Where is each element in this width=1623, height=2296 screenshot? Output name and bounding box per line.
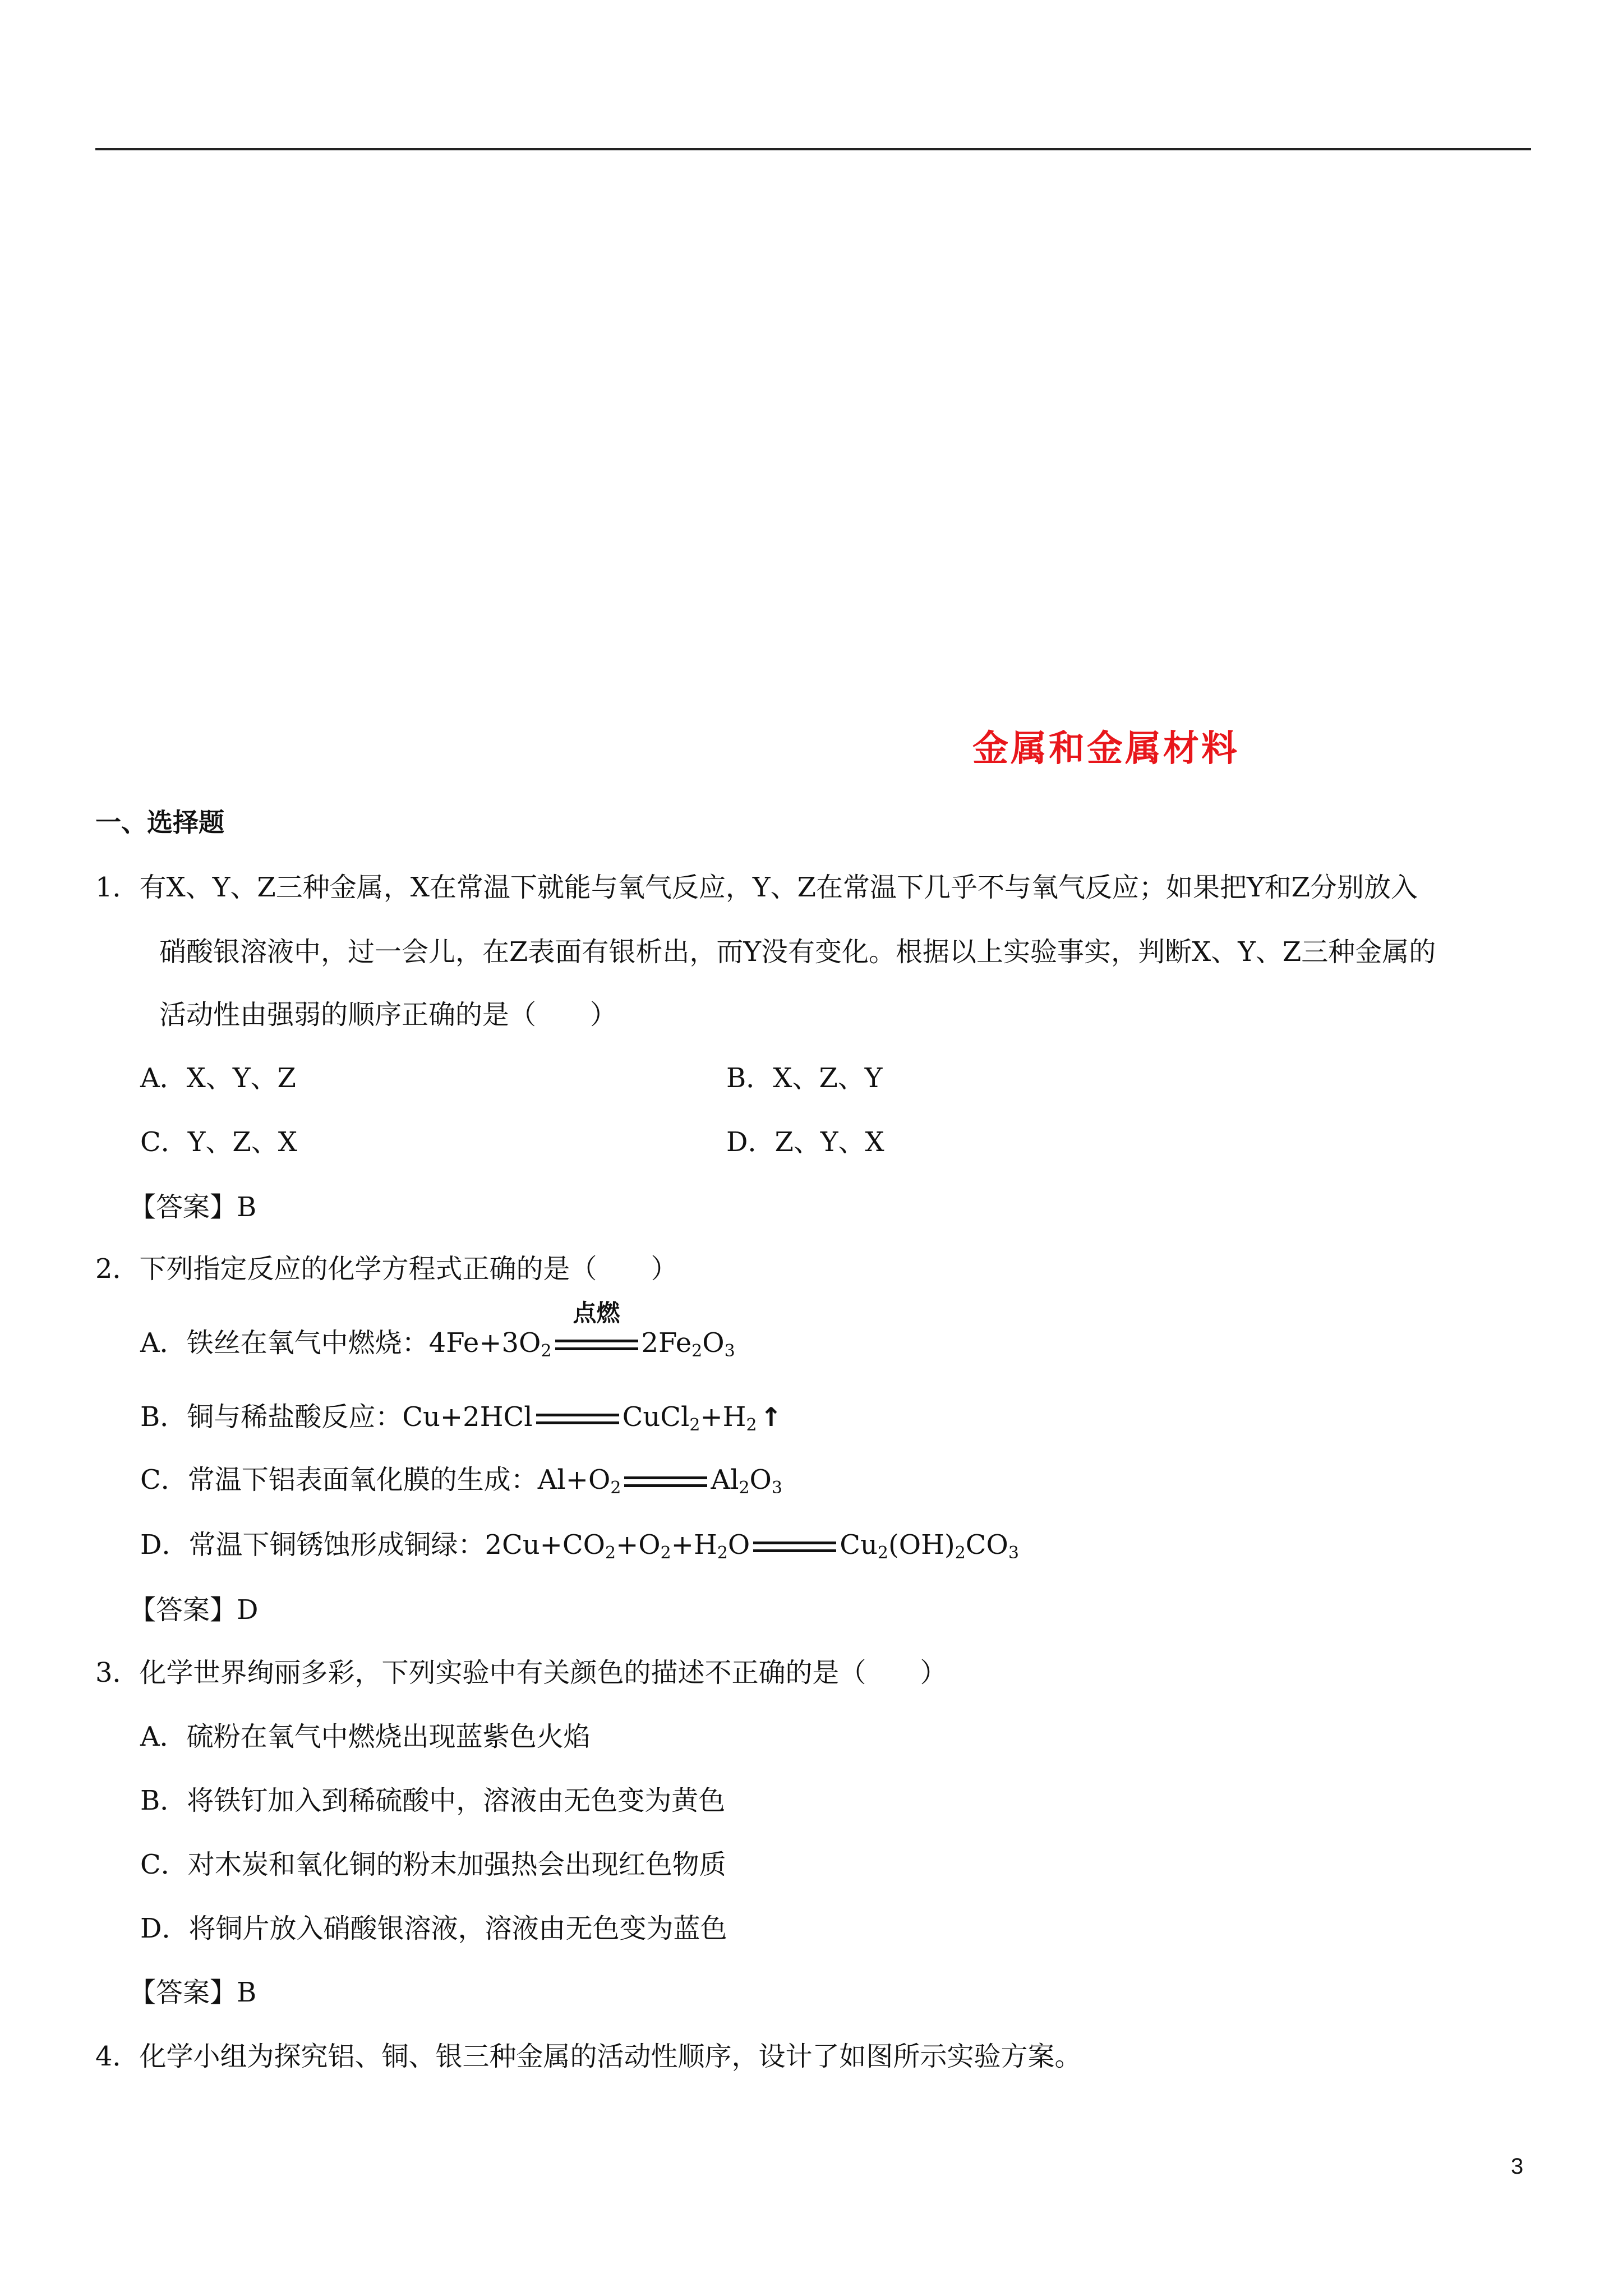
reaction-condition: 点燃 [573,1299,620,1327]
question-2-option-a [140,1299,735,1361]
equation-a-right-2: O [702,1327,725,1359]
equals-sign [624,1469,707,1496]
document-title: 金属和金属材料 [972,728,1239,770]
question-2-stem: 2．下列指定反应的化学方程式正确的是（ ） [95,1253,678,1285]
equation-c-right-2: O [749,1464,772,1496]
question-1-line-3: 活动性由强弱的顺序正确的是（ ） [159,999,617,1030]
equals-sign-with-condition [555,1299,638,1359]
question-2-option-c [140,1466,782,1496]
equation-b-right: CuCl [622,1401,690,1433]
subscript: 2 [541,1341,552,1361]
question-1-line-2: 硝酸银溶液中，过一会儿，在Z表面有银析出，而Y没有变化。根据以上实验事实，判断X、Y、Z三种金属的 [159,936,1436,968]
equals-sign [536,1406,619,1433]
equation-b-left: Cu+2HCl [402,1401,533,1433]
subscript: 2 [955,1543,966,1563]
equation-d-part: Cu [840,1529,878,1561]
equation-d-part: O [727,1529,750,1561]
question-2-answer: 【答案】D [129,1594,259,1626]
subscript: 2 [689,1415,700,1435]
option-b-prefix: B．铜与稀盐酸反应： [140,1401,403,1433]
equation-d-part: CO [965,1529,1008,1561]
equation-d-part: (OH) [888,1529,955,1561]
question-3-answer: 【答案】B [129,1977,257,2008]
question-1-option-c: C．Y、Z、X [140,1126,297,1158]
section-heading: 一、选择题 [95,807,224,838]
subscript: 3 [771,1478,782,1498]
subscript: 2 [746,1415,757,1435]
question-1-answer: 【答案】B [129,1191,257,1223]
question-1-option-d: D．Z、Y、X [726,1126,884,1158]
option-d-prefix: D．常温下铜锈蚀形成铜绿： [140,1529,485,1561]
subscript: 3 [1008,1543,1019,1563]
subscript: 2 [717,1543,728,1563]
page-number: 3 [1511,2154,1524,2179]
equation-d-part: 2Cu+CO [485,1529,605,1561]
equation-c-left: Al+O [537,1464,611,1496]
equation-b-right-2: +H [700,1401,746,1433]
question-1-line-1: 1．有X、Y、Z三种金属，X在常温下就能与氧气反应，Y、Z在常温下几乎不与氧气反应；如果把Y和Z分别放入 [95,872,1418,903]
question-4-stem: 4．化学小组为探究铝、铜、银三种金属的活动性顺序，设计了如图所示实验方案。 [95,2041,1082,2072]
subscript: 2 [739,1478,750,1498]
question-3-option-b: B．将铁钉加入到稀硫酸中，溶液由无色变为黄色 [140,1785,726,1816]
subscript: 2 [610,1478,621,1498]
subscript: 3 [724,1341,735,1361]
question-3-option-a: A．硫粉在氧气中燃烧出现蓝紫色火焰 [140,1721,591,1752]
equals-sign [753,1534,836,1561]
subscript: 2 [660,1543,671,1563]
subscript: 2 [605,1543,616,1563]
question-1-option-b: B．X、Z、Y [726,1062,883,1094]
question-1-option-a: A．X、Y、Z [140,1062,296,1094]
header-rule [95,148,1531,150]
question-2-option-d [140,1531,1019,1561]
option-a-prefix: A．铁丝在氧气中燃烧： [140,1327,429,1359]
question-3-stem: 3．化学世界绚丽多彩，下列实验中有关颜色的描述不正确的是（ ） [95,1657,947,1688]
gas-up-arrow-icon: ↑ [760,1402,782,1432]
subscript: 2 [877,1543,889,1563]
equation-a-right: 2Fe [641,1327,692,1359]
option-c-prefix: C．常温下铝表面氧化膜的生成： [140,1464,538,1496]
question-3-option-d: D．将铜片放入硝酸银溶液，溶液由无色变为蓝色 [140,1913,727,1944]
question-3-option-c: C．对木炭和氧化铜的粉末加强热会出现红色物质 [140,1849,726,1880]
question-2-option-b [140,1401,782,1435]
equation-d-part: +H [671,1529,717,1561]
subscript: 2 [691,1341,703,1361]
equation-a-left: 4Fe+3O [428,1327,541,1359]
equation-c-right: Al [711,1464,739,1496]
equation-d-part: +O [616,1529,661,1561]
